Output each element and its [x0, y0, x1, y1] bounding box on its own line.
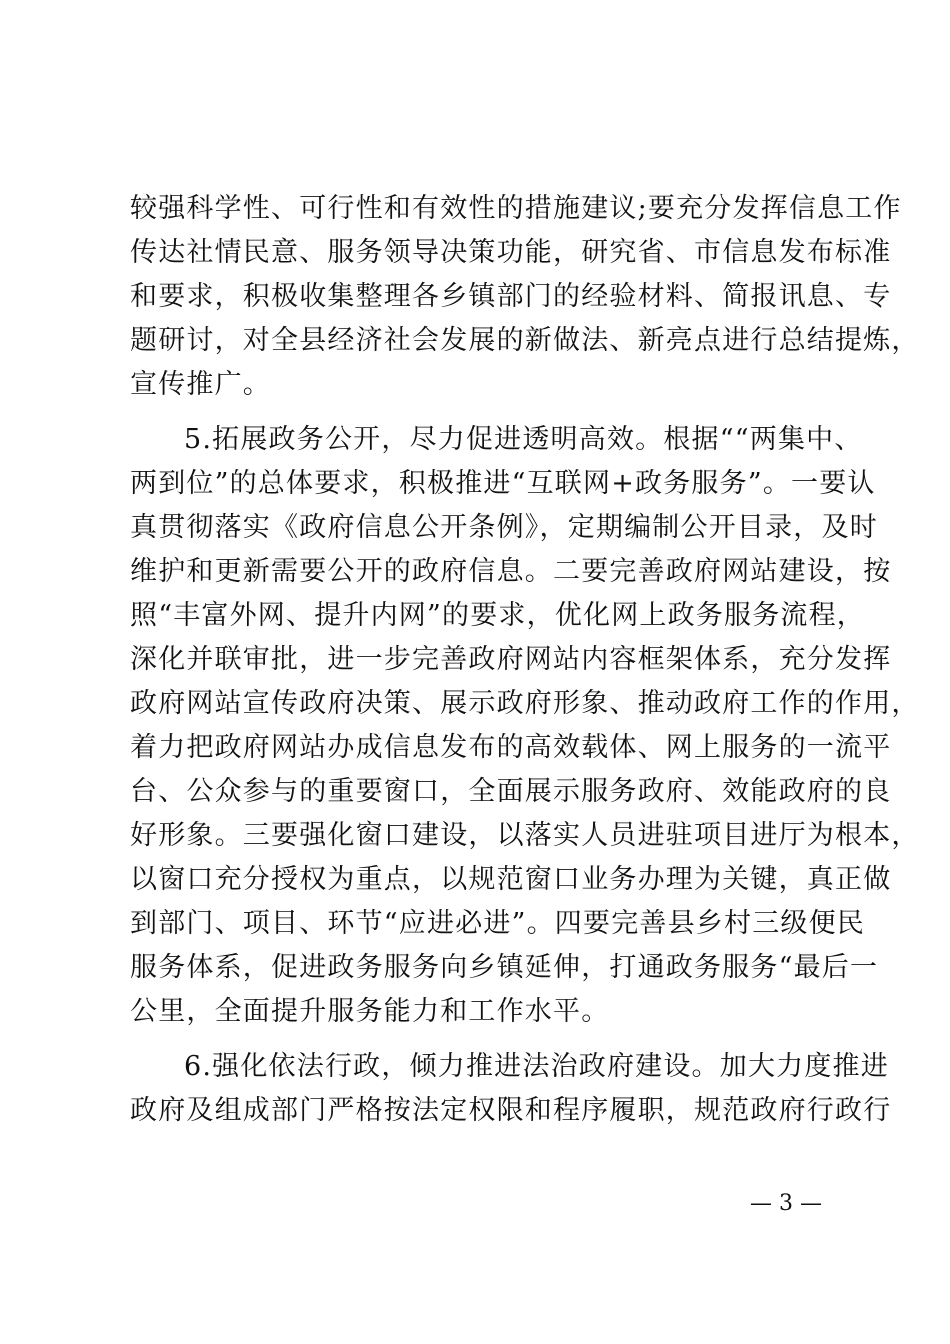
text-line: 以窗口充分授权为重点，以规范窗口业务办理为关键，真正做 — [130, 864, 892, 895]
text-line: 维护和更新需要公开的政府信息。二要完善政府网站建设，按 — [130, 556, 892, 587]
paragraph-5-heading-line: 5.拓展政务公开，尽力促进透明高效。根据““两集中、 — [184, 424, 863, 455]
page-number: — 3 — — [750, 1191, 822, 1216]
text-line: 公里，全面提升服务能力和工作水平。 — [130, 996, 610, 1027]
paragraph-6-heading-line: 6.强化依法行政，倾力推进法治政府建设。加大力度推进 — [184, 1051, 889, 1082]
text-line: 题研讨，对全县经济社会发展的新做法、新亮点进行总结提炼， — [130, 325, 920, 356]
text-line: 传达社情民意、服务领导决策功能，研究省、市信息发布标准 — [130, 237, 892, 268]
text-line: 服务体系，促进政务服务向乡镇延伸，打通政务服务“最后一 — [130, 952, 879, 983]
text-line: 真贯彻落实《政府信息公开条例》，定期编制公开目录，及时 — [130, 512, 878, 543]
text-line: 好形象。三要强化窗口建设，以落实人员进驻项目进厅为根本， — [130, 820, 920, 851]
text-line: 宣传推广。 — [130, 369, 271, 400]
text-line: 照“丰富外网、提升内网”的要求，优化网上政务服务流程， — [130, 600, 866, 631]
text-line: 台、公众参与的重要窗口，全面展示服务政府、效能政府的良 — [130, 776, 892, 807]
text-line: 两到位”的总体要求，积极推进“互联网+政务服务”。一要认 — [130, 468, 876, 499]
text-line: 政府网站宣传政府决策、展示政府形象、推动政府工作的作用， — [130, 688, 920, 719]
text-line: 深化并联审批，进一步完善政府网站内容框架体系，充分发挥 — [130, 644, 892, 675]
text-line: 较强科学性、可行性和有效性的措施建议;要充分发挥信息工作 — [130, 193, 902, 224]
text-line: 着力把政府网站办成信息发布的高效载体、网上服务的一流平 — [130, 732, 892, 763]
text-line: 和要求，积极收集整理各乡镇部门的经验材料、简报讯息、专 — [130, 281, 892, 312]
text-line: 到部门、项目、环节“应进必进”。四要完善县乡村三级便民 — [130, 908, 866, 939]
text-line: 政府及组成部门严格按法定权限和程序履职，规范政府行政行 — [130, 1095, 892, 1126]
